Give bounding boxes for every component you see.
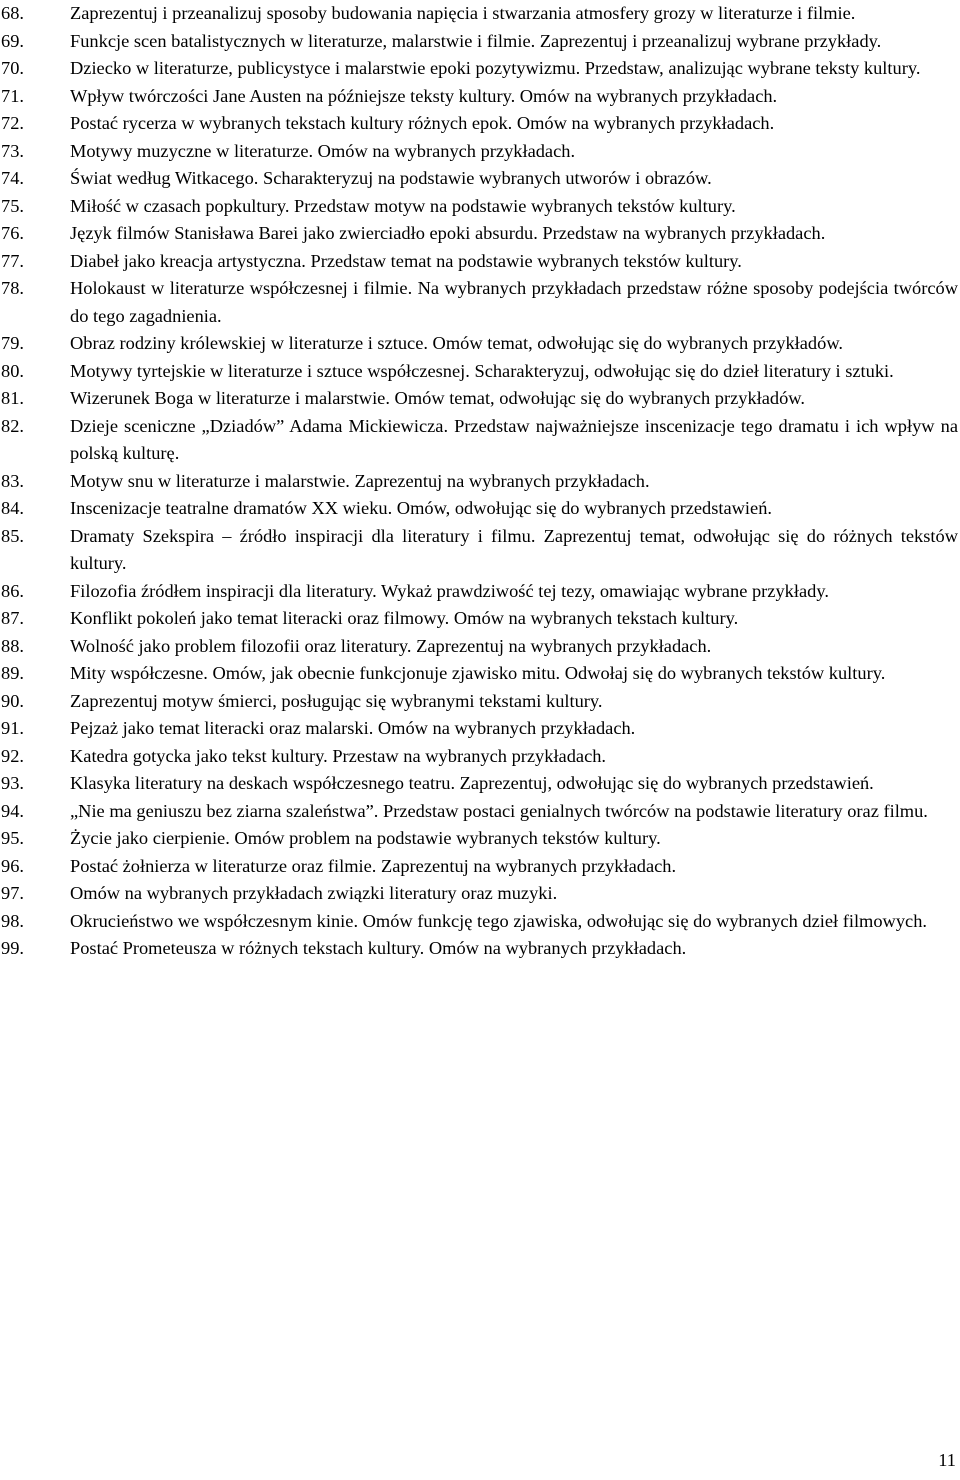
- list-item: [0, 743, 960, 771]
- topic-text: Klasyka literatury na deskach współczesnego teatru. Zaprezentuj, odwołując się do wybranych przedstawień.: [70, 773, 874, 793]
- list-item: [0, 935, 960, 963]
- topic-number: 86.: [1, 580, 24, 601]
- list-item: [0, 358, 960, 386]
- list-item: [0, 468, 960, 496]
- topic-text: Filozofia źródłem inspiracji dla literatury. Wykaż prawdziwość tej tezy, omawiając wybrane przykłady.: [70, 580, 829, 601]
- topic-number: 85.: [1, 525, 24, 546]
- topic-text: Wolność jako problem filozofii oraz literatury. Zaprezentuj na wybranych przykładach.: [70, 635, 712, 656]
- topic-text: Motywy muzyczne w literaturze. Omów na wybranych przykładach.: [70, 140, 576, 161]
- list-item: [0, 220, 960, 248]
- topic-number: 68.: [1, 3, 24, 23]
- list-item: [0, 688, 960, 716]
- topic-number: 88.: [1, 635, 24, 656]
- topic-text: Postać rycerza w wybranych tekstach kultury różnych epok. Omów na wybranych przykładach.: [70, 113, 775, 133]
- topic-text: Diabeł jako kreacja artystyczna. Przedstaw temat na podstawie wybranych tekstów kultury.: [70, 250, 742, 271]
- list-item: [0, 165, 960, 193]
- list-item: [0, 578, 960, 606]
- list-item: [0, 770, 960, 798]
- topic-number: 98.: [1, 910, 24, 931]
- topic-text: Wpływ twórczości Jane Austen na późniejsze teksty kultury. Omów na wybranych przykładach.: [70, 85, 778, 106]
- topic-number: 97.: [1, 883, 24, 903]
- list-item: [0, 275, 960, 330]
- topic-number: 91.: [1, 718, 24, 738]
- list-item: [0, 55, 960, 83]
- list-item: [0, 193, 960, 221]
- list-item: [0, 633, 960, 661]
- list-item: [0, 908, 960, 936]
- list-item: [0, 413, 960, 468]
- topic-text: Wizerunek Boga w literaturze i malarstwie. Omów temat, odwołując się do wybranych przykładów.: [70, 388, 805, 408]
- topic-number: 73.: [1, 140, 24, 161]
- topic-text: Język filmów Stanisława Barei jako zwierciadło epoki absurdu. Przedstaw na wybranych przykładach.: [70, 223, 826, 243]
- topic-text: Mity współczesne. Omów, jak obecnie funkcjonuje zjawisko mitu. Odwołaj się do wybranych tekstów kultury.: [70, 663, 886, 683]
- list-item: [0, 110, 960, 138]
- topic-number: 69.: [1, 30, 24, 51]
- topic-text: Motyw snu w literaturze i malarstwie. Zaprezentuj na wybranych przykładach.: [70, 470, 650, 491]
- list-item: [0, 495, 960, 523]
- topic-number: 84.: [1, 498, 24, 518]
- topic-text: Zaprezentuj i przeanalizuj sposoby budowania napięcia i stwarzania atmosfery grozy w literaturze i filmie.: [70, 3, 856, 23]
- list-item: [0, 605, 960, 633]
- topic-text: „Nie ma geniuszu bez ziarna szaleństwa”. Przedstaw postaci genialnych twórców na podstawie literatury oraz filmu.: [70, 800, 928, 821]
- topic-text: Dziecko w literaturze, publicystyce i malarstwie epoki pozytywizmu. Przedstaw, analizując wybrane teksty kultury.: [70, 58, 921, 78]
- list-item: [0, 715, 960, 743]
- list-item: [0, 385, 960, 413]
- page-number: 11: [938, 1450, 956, 1470]
- topic-text: Okrucieństwo we współczesnym kinie. Omów funkcję tego zjawiska, odwołując się do wybranych dzieł filmowych.: [70, 910, 927, 931]
- topic-text: Katedra gotycka jako tekst kultury. Przestaw na wybranych przykładach.: [70, 745, 607, 766]
- topic-text: Funkcje scen batalistycznych w literaturze, malarstwie i filmie. Zaprezentuj i przeanalizuj wybrane przykłady.: [70, 30, 882, 51]
- topic-text: Miłość w czasach popkultury. Przedstaw motyw na podstawie wybranych tekstów kultury.: [70, 195, 736, 216]
- list-item: [0, 330, 960, 358]
- topic-number: 71.: [1, 85, 24, 106]
- list-item: [0, 880, 960, 908]
- list-item: [0, 248, 960, 276]
- topic-number: 94.: [1, 800, 24, 821]
- topic-text: Dramaty Szekspira – źródło inspiracji dla literatury i filmu. Zaprezentuj temat, odwołując się do różnych tekstów kultury.: [70, 525, 958, 573]
- list-item: [0, 825, 960, 853]
- topic-text: Życie jako cierpienie. Omów problem na podstawie wybranych tekstów kultury.: [70, 828, 661, 848]
- list-item: [0, 28, 960, 56]
- topic-number: 90.: [1, 690, 24, 711]
- topic-number: 74.: [1, 168, 24, 188]
- list-item: [0, 853, 960, 881]
- topic-text: Postać Prometeusza w różnych tekstach kultury. Omów na wybranych przykładach.: [70, 938, 687, 958]
- topic-number: 77.: [1, 250, 24, 271]
- list-item: [0, 83, 960, 111]
- list-item: [0, 523, 960, 578]
- topic-number: 99.: [1, 938, 24, 958]
- topic-text: Dzieje sceniczne „Dziadów” Adama Mickiewicza. Przedstaw najważniejsze inscenizacje tego dramatu i ich wpływ na polską kulturę.: [70, 415, 958, 463]
- topic-text: Inscenizacje teatralne dramatów XX wieku. Omów, odwołując się do wybranych przedstawień.: [70, 498, 772, 518]
- topic-number: 89.: [1, 663, 24, 683]
- topic-number: 75.: [1, 195, 24, 216]
- topic-text: Obraz rodziny królewskiej w literaturze i sztuce. Omów temat, odwołując się do wybranych przykładów.: [70, 333, 844, 353]
- topic-number: 87.: [1, 608, 24, 628]
- list-item: [0, 0, 960, 28]
- topic-number: 72.: [1, 113, 24, 133]
- topic-number: 83.: [1, 470, 24, 491]
- topic-text: Świat według Witkacego. Scharakteryzuj na podstawie wybranych utworów i obrazów.: [70, 168, 712, 188]
- topic-number: 82.: [1, 415, 24, 436]
- topic-number: 81.: [1, 388, 24, 408]
- list-item: [0, 138, 960, 166]
- topic-text: Holokaust w literaturze współczesnej i filmie. Na wybranych przykładach przedstaw różne sposoby podejścia twórców do tego zagadnienia.: [70, 278, 958, 326]
- topic-text: Motywy tyrtejskie w literaturze i sztuce współczesnej. Scharakteryzuj, odwołując się do dzieł literatury i sztuki.: [70, 360, 894, 381]
- list-item: [0, 660, 960, 688]
- topic-text: Zaprezentuj motyw śmierci, posługując się wybranymi tekstami kultury.: [70, 690, 603, 711]
- topic-number: 70.: [1, 58, 24, 78]
- list-item: [0, 798, 960, 826]
- topic-number: 79.: [1, 333, 24, 353]
- topic-text: Postać żołnierza w literaturze oraz filmie. Zaprezentuj na wybranych przykładach.: [70, 855, 677, 876]
- topic-text: Pejzaż jako temat literacki oraz malarski. Omów na wybranych przykładach.: [70, 718, 636, 738]
- topic-number: 78.: [1, 278, 24, 298]
- topic-number: 76.: [1, 223, 24, 243]
- topic-number: 80.: [1, 360, 24, 381]
- topic-number: 92.: [1, 745, 24, 766]
- topic-number: 95.: [1, 828, 24, 848]
- topic-number: 96.: [1, 855, 24, 876]
- topic-text: Konflikt pokoleń jako temat literacki oraz filmowy. Omów na wybranych tekstach kultury.: [70, 608, 739, 628]
- topic-number: 93.: [1, 773, 24, 793]
- topic-text: Omów na wybranych przykładach związki literatury oraz muzyki.: [70, 883, 558, 903]
